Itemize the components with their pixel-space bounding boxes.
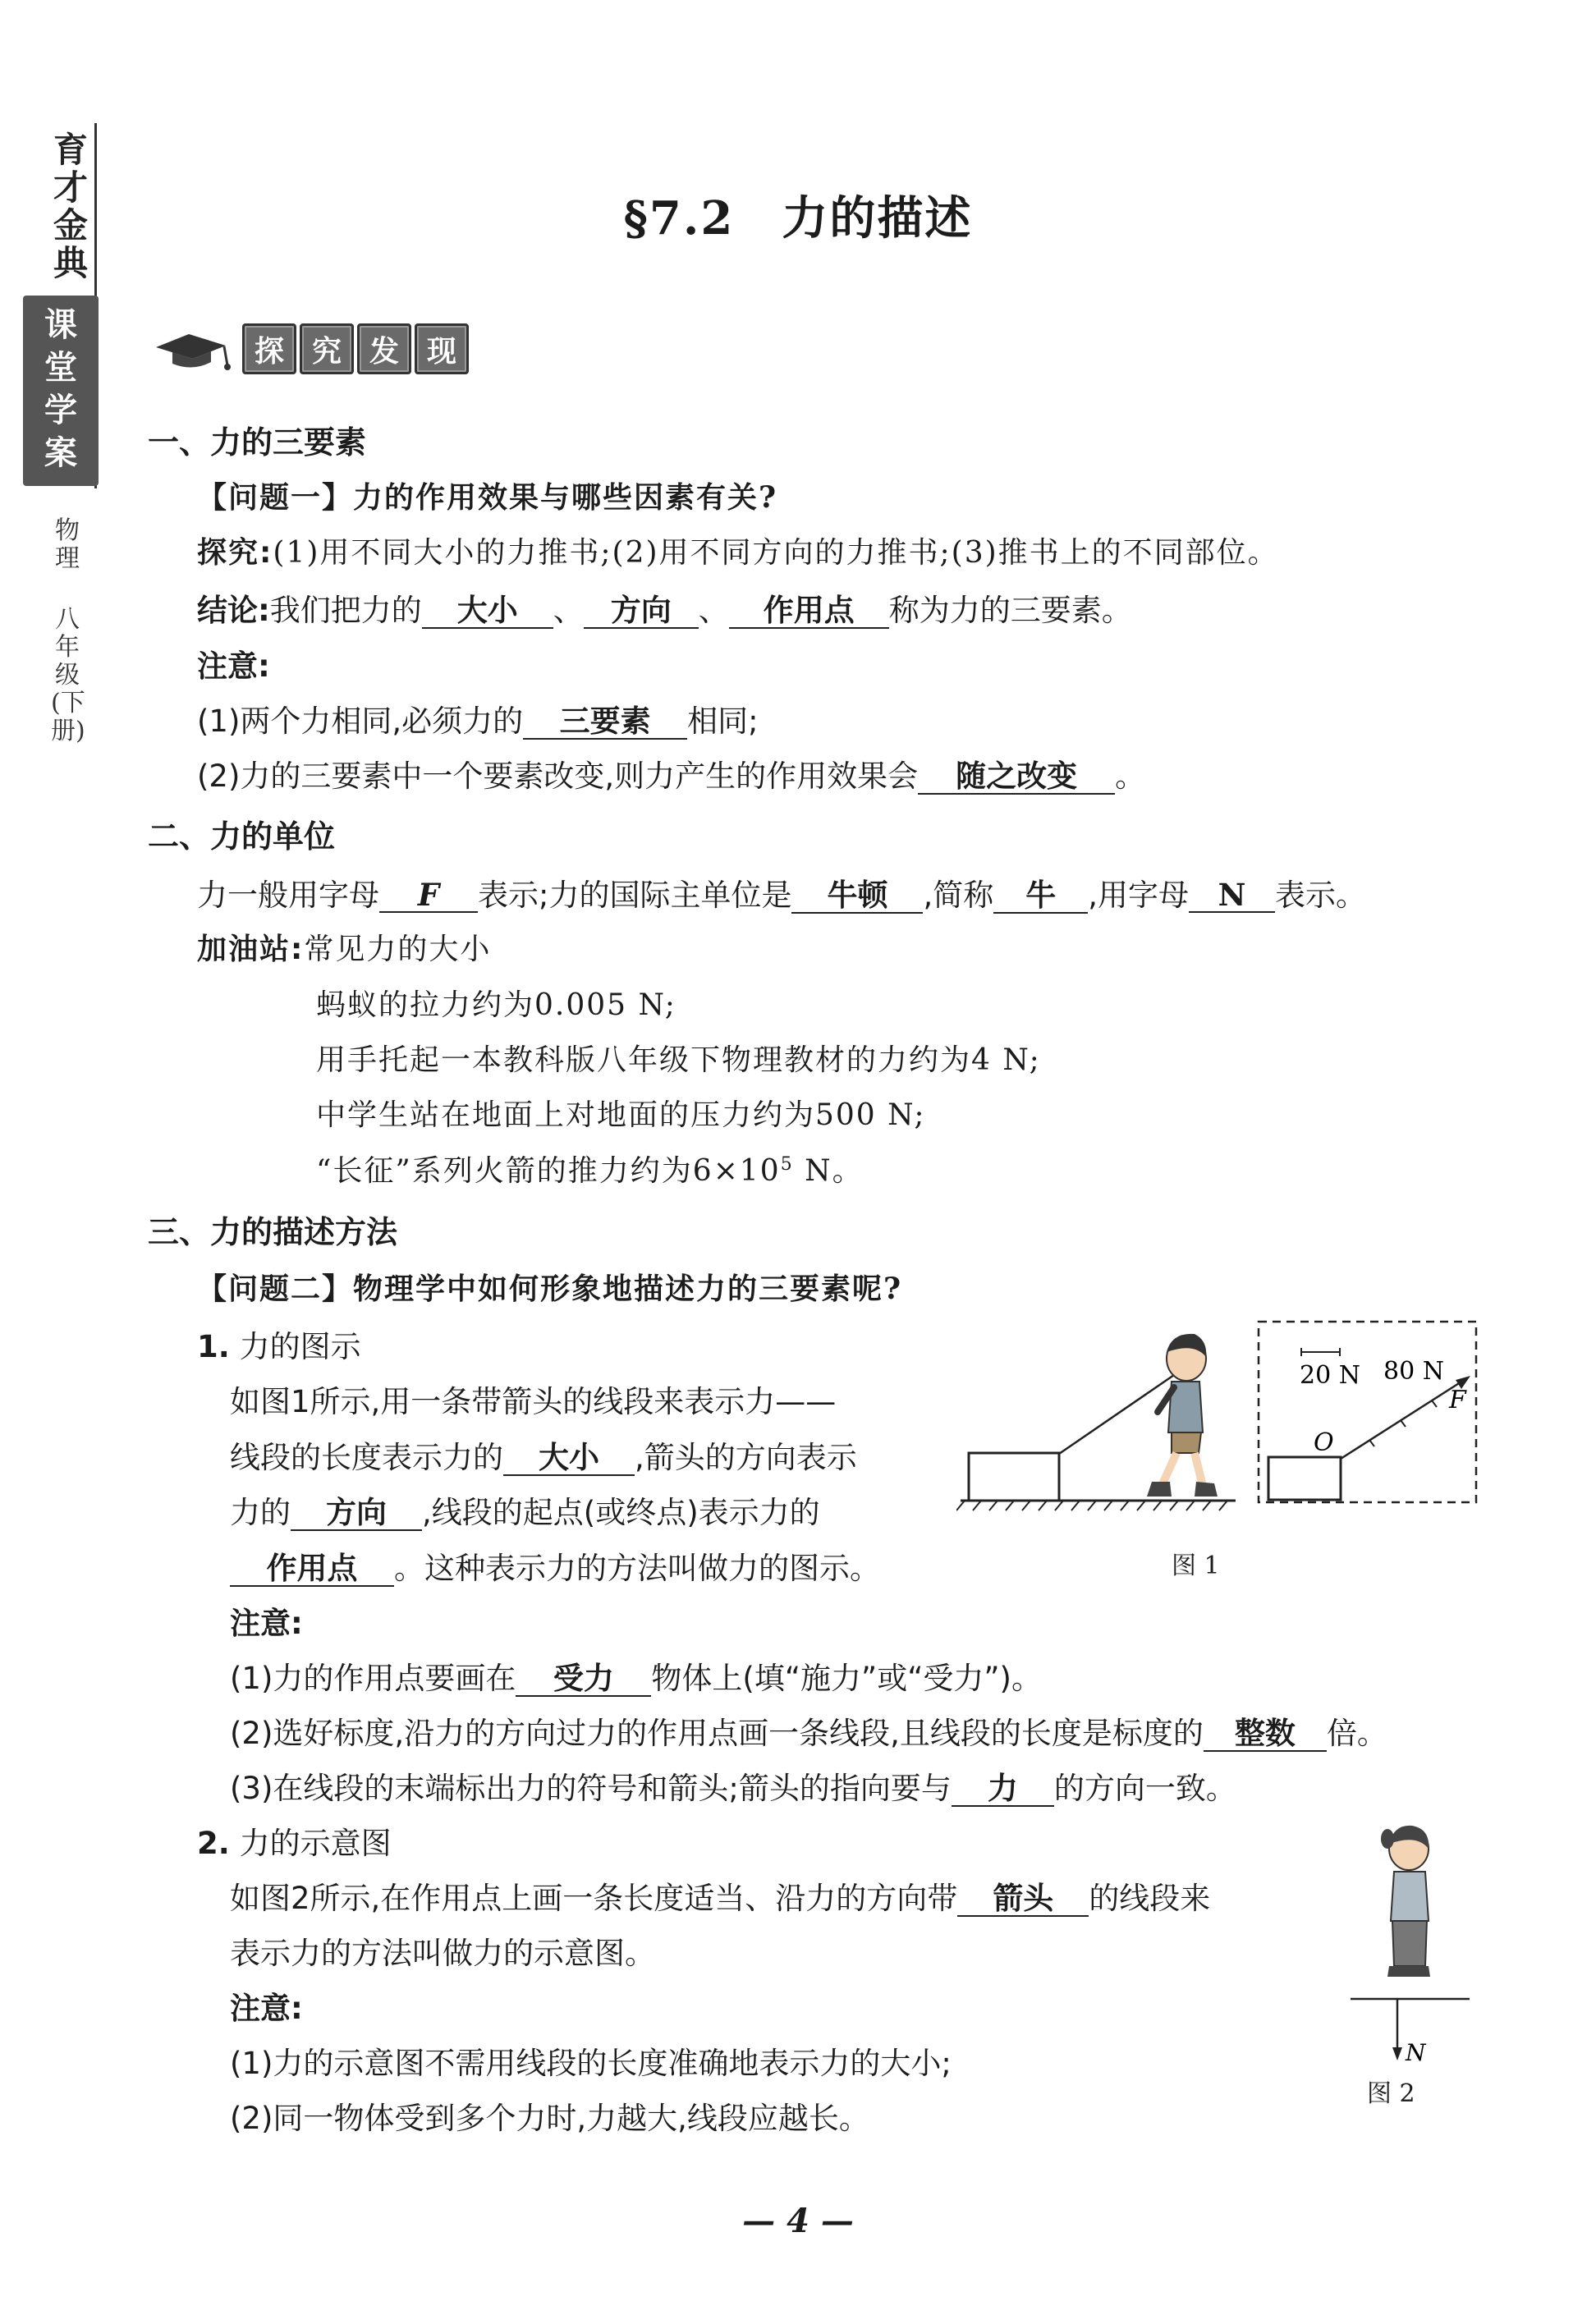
station-line	[197, 926, 491, 968]
note-label: 注意:	[230, 1606, 303, 1641]
paragraph-text: 如图2所示,在作用点上画一条长度适当、沿力的方向带	[230, 1881, 958, 1916]
book-type-box	[23, 296, 99, 486]
unit-text: 表示;力的国际主单位是	[478, 878, 792, 913]
note-line: (2)同一物体受到多个力时,力越大,线段应越长。	[230, 2101, 869, 2136]
answer-blank: 力	[952, 1772, 1054, 1807]
sidebar-subject-grade	[51, 517, 84, 745]
note-text: (1)两个力相同,必须力的	[197, 704, 524, 739]
banner-char: 现	[415, 323, 469, 374]
question-label: 【问题二】	[197, 1272, 354, 1306]
explore-line	[197, 529, 1279, 571]
note-line	[230, 1653, 1042, 1698]
paragraph-text: ,线段的起点(或终点)表示力的	[422, 1495, 820, 1530]
answer-blank: 作用点	[230, 1552, 394, 1587]
question-label: 【问题一】	[197, 480, 354, 515]
unit-line	[197, 870, 1366, 914]
explore-label: 探究:	[197, 536, 273, 570]
girl-figure	[1381, 1826, 1430, 1977]
answer-blank: 受力	[516, 1662, 651, 1697]
banner-char: 发	[357, 323, 411, 374]
note-line	[230, 1763, 1236, 1808]
paragraph-text: 的线段来	[1089, 1881, 1211, 1916]
boy-figure	[1147, 1334, 1218, 1497]
section-banner	[152, 320, 469, 378]
graduation-cap-icon	[152, 324, 234, 374]
paragraph-text: 。这种表示力的方法叫做力的图示。	[394, 1551, 880, 1586]
station-title: 常见力的大小	[304, 933, 492, 966]
answer-blank: 整数	[1204, 1717, 1327, 1752]
answer-blank: 大小	[422, 594, 553, 629]
question-text: 物理学中如何形象地描述力的三要素呢?	[353, 1272, 903, 1306]
subsection-label: 力的图示	[239, 1329, 361, 1364]
origin-label: O	[1314, 1428, 1334, 1457]
paragraph-text: 力的	[230, 1495, 291, 1530]
fact-text: “长征”系列火箭的推力约为6×10	[316, 1154, 781, 1188]
explore-text: (1)用不同大小的力推书;(2)用不同方向的力推书;(3)推书上的不同部位。	[273, 536, 1279, 570]
note-text: (1)力的作用点要画在	[230, 1661, 516, 1696]
figure-caption: 图 1	[1172, 1552, 1220, 1580]
box-shape	[969, 1453, 1059, 1501]
page-number: — 4 —	[742, 2202, 854, 2240]
answer-blank: 牛顿	[791, 879, 923, 914]
note-line: (1)力的示意图不需用线段的长度准确地表示力的大小;	[230, 2046, 952, 2081]
fact-line: 蚂蚁的拉力约为0.005 N;	[316, 988, 676, 1022]
conclusion-line	[197, 585, 1132, 630]
separator: 、	[698, 593, 729, 628]
note-line	[197, 751, 1145, 795]
unit-text: ,简称	[923, 878, 994, 913]
answer-blank: 牛	[993, 879, 1088, 914]
question-text: 力的作用效果与哪些因素有关?	[353, 480, 778, 515]
paragraph-line: 表示力的方法叫做力的示意图。	[230, 1936, 655, 1971]
note-text: 物体上(填“施力”或“受力”)。	[651, 1661, 1042, 1696]
subsection-title	[197, 1818, 392, 1863]
answer-blank: 随之改变	[918, 760, 1115, 795]
note-label: 注意:	[230, 1991, 303, 2026]
conclusion-text: 称为力的三要素。	[888, 593, 1132, 628]
paragraph-line	[230, 1432, 857, 1477]
note-text: (3)在线段的末端标出力的符号和箭头;箭头的指向要与	[230, 1771, 952, 1806]
paragraph-line	[230, 1873, 1210, 1918]
banner-char: 究	[300, 323, 354, 374]
answer-blank: 三要素	[523, 705, 687, 740]
figure-2	[1346, 1814, 1478, 2077]
force-symbol: F	[1449, 1386, 1466, 1414]
station-label: 加油站:	[197, 933, 305, 966]
answer-blank: 大小	[503, 1442, 635, 1476]
section-heading: 三、力的描述方法	[148, 1214, 398, 1250]
question-line	[197, 474, 777, 516]
note-text: 的方向一致。	[1053, 1771, 1236, 1806]
paragraph-text: 线段的长度表示力的	[230, 1440, 503, 1475]
note-text: 。	[1115, 759, 1146, 794]
subsection-label: 力的示意图	[239, 1826, 392, 1861]
note-line	[197, 696, 759, 740]
page-title: §7.2 力的描述	[623, 191, 973, 245]
fact-line: 中学生站在地面上对地面的压力约为500 N;	[316, 1098, 926, 1132]
answer-blank: 箭头	[957, 1882, 1089, 1917]
question-line	[197, 1266, 902, 1308]
grade-label: 八年级(下册)	[51, 605, 85, 745]
note-text: (2)选好标度,沿力的方向过力的作用点画一条线段,且线段的长度是标度的	[230, 1716, 1204, 1751]
arrowhead-icon	[1392, 2047, 1402, 2060]
force-symbol: N	[1406, 2039, 1426, 2066]
note-line	[230, 1708, 1387, 1753]
figure-caption: 图 2	[1367, 2079, 1415, 2108]
unit-text: 表示。	[1275, 878, 1366, 913]
force-value-label: 80 N	[1383, 1357, 1444, 1386]
ground-hatch	[956, 1501, 1227, 1510]
paragraph-line	[230, 1543, 880, 1588]
fact-exponent: 5	[780, 1154, 794, 1175]
separator: 、	[553, 593, 584, 628]
paragraph-line	[230, 1487, 820, 1532]
note-label: 注意:	[197, 649, 270, 684]
subject-label: 物理	[55, 516, 80, 573]
note-text: (2)力的三要素中一个要素改变,则力产生的作用效果会	[197, 759, 919, 794]
answer-blank: F	[379, 878, 478, 913]
note-text: 倍。	[1326, 1716, 1387, 1751]
figure-1	[956, 1318, 1482, 1535]
fact-line	[316, 1148, 864, 1189]
conclusion-text: 我们把力的	[269, 593, 422, 628]
unit-text: ,用字母	[1088, 878, 1189, 913]
section-heading: 一、力的三要素	[148, 424, 367, 461]
series-title: 育才金典	[53, 130, 88, 283]
scale-label: 20 N	[1300, 1361, 1360, 1390]
paragraph-text: ,箭头的方向表示	[635, 1440, 857, 1475]
answer-blank: 方向	[584, 594, 699, 629]
note-text: 相同;	[687, 704, 759, 739]
subsection-title	[197, 1322, 361, 1366]
answer-blank: 作用点	[729, 594, 889, 629]
book-type-label: 课堂学案	[44, 306, 77, 472]
fact-text: N。	[793, 1154, 864, 1188]
answer-blank: N	[1189, 878, 1275, 913]
section-heading: 二、力的单位	[148, 818, 336, 855]
conclusion-label: 结论:	[197, 593, 270, 628]
subsection-number: 1.	[197, 1329, 230, 1364]
fact-line: 用手托起一本教科版八年级下物理教材的力约为4 N;	[316, 1043, 1041, 1077]
box-shape	[1268, 1457, 1341, 1500]
answer-blank: 方向	[291, 1497, 422, 1531]
subsection-number: 2.	[197, 1826, 230, 1861]
unit-text: 力一般用字母	[197, 878, 379, 913]
paragraph-line: 如图1所示,用一条带箭头的线段来表示力——	[230, 1384, 837, 1419]
force-arrow	[1341, 1379, 1465, 1459]
banner-char: 探	[242, 323, 296, 374]
